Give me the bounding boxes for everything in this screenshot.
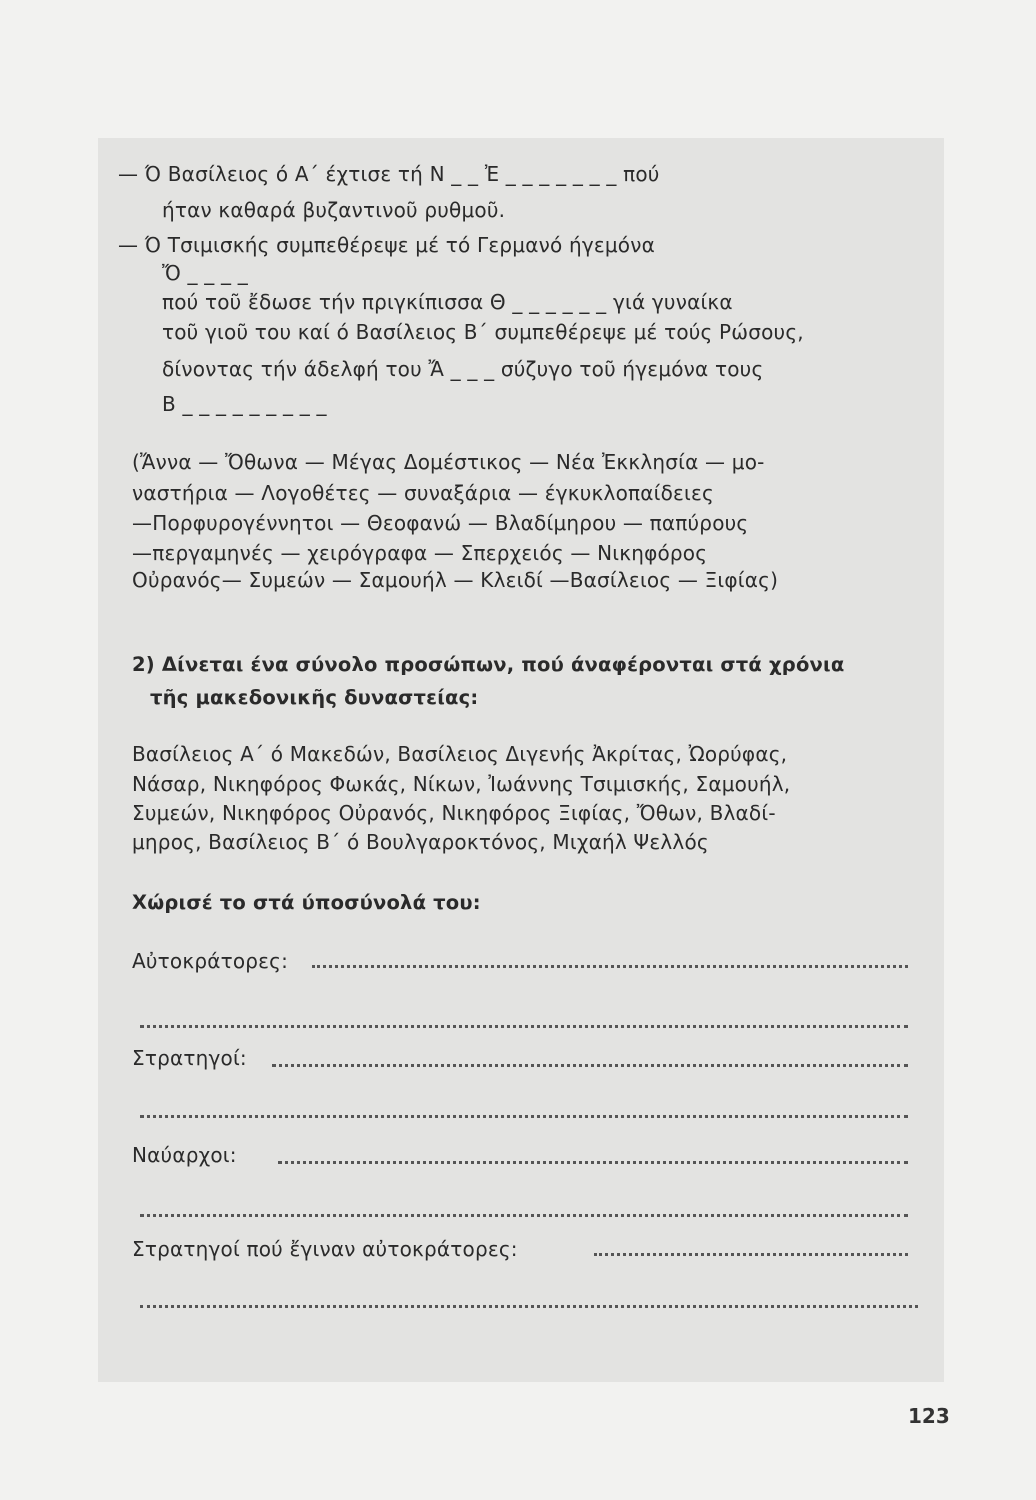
word-bank-line-2: ναστήρια — Λογοθέτες — συναξάρια — έγκυκλοπαίδειες xyxy=(132,481,714,505)
category-generals-label: Στρατηγοί: xyxy=(132,1046,247,1070)
fill-in-line-1: — Ό Βασίλειος ό Α΄ έχτισε τή Ν _ _ Ἐ _ _ _ _ _ _ _ πού xyxy=(118,162,660,186)
category-emperors-label: Αὐτοκράτορες: xyxy=(132,949,289,973)
word-bank-line-5: Οὐρανός— Συμεών — Σαμουήλ — Κλειδί —Βασίλειος — Ξιφίας) xyxy=(132,568,779,592)
fill-in-line-7: δίνοντας τήν άδελφή του Ἄ _ _ _ σύζυγο τοῦ ήγεμόνα τους xyxy=(162,357,764,381)
generals-became-emperors-answer-line-1[interactable] xyxy=(594,1251,908,1256)
names-line-4: μηρος, Βασίλειος Β΄ ό Βουλγαροκτόνος, Μιχαήλ Ψελλός xyxy=(132,830,709,854)
category-generals-became-emperors-label: Στρατηγοί πού ἔγιναν αὐτοκράτορες: xyxy=(132,1237,518,1261)
word-bank-line-4: —περγαμηνές — χειρόγραφα — Σπερχειός — Νικηφόρος xyxy=(132,541,708,565)
fill-in-line-2: ήταν καθαρά βυζαντινοῦ ρυθμοῦ. xyxy=(162,198,506,222)
generals-answer-line-2[interactable] xyxy=(140,1113,908,1118)
admirals-answer-line-2[interactable] xyxy=(140,1212,908,1217)
generals-became-emperors-answer-line-2[interactable] xyxy=(140,1303,918,1308)
generals-answer-line-1[interactable] xyxy=(272,1062,908,1067)
emperors-answer-line-2[interactable] xyxy=(140,1023,908,1028)
fill-in-line-3: — Ό Τσιμισκής συμπεθέρεψε μέ τό Γερμανό ήγεμόνα xyxy=(118,233,655,257)
names-line-2: Νάσαρ, Νικηφόρος Φωκάς, Νίκων, Ἰωάννης Τσιμισκής, Σαμουήλ, xyxy=(132,772,791,796)
exercise-2-heading-line-1: 2) Δίνεται ένα σύνολο προσώπων, πού άναφέρονται στά χρόνια xyxy=(132,653,845,676)
fill-in-line-8: Β _ _ _ _ _ _ _ _ _ xyxy=(162,392,327,416)
word-bank-line-3: —Πορφυρογέννητοι — Θεοφανώ — Βλαδίμηρου — παπύρους xyxy=(132,511,749,535)
exercise-2-heading-line-2: τῆς μακεδονικῆς δυναστείας: xyxy=(150,686,479,709)
word-bank-line-1: (Ἄννα — Ὄθωνα — Μέγας Δομέστικος — Νέα Ἐκκλησία — μο- xyxy=(132,450,765,474)
fill-in-line-4: Ὄ _ _ _ _ xyxy=(162,261,248,285)
emperors-answer-line-1[interactable] xyxy=(312,963,908,968)
fill-in-line-6: τοῦ γιοῦ του καί ό Βασίλειος Β΄ συμπεθέρεψε μέ τούς Ρώσους, xyxy=(162,320,804,344)
names-line-1: Βασίλειος Α΄ ό Μακεδών, Βασίλειος Διγενής Ἀκρίτας, Ὠορύφας, xyxy=(132,742,788,766)
instruction: Χώρισέ το στά ύποσύνολά του: xyxy=(132,891,481,914)
page-number: 123 xyxy=(908,1404,950,1428)
category-admirals-label: Ναύαρχοι: xyxy=(132,1143,237,1167)
fill-in-line-5: πού τοῦ ἔδωσε τήν πριγκίπισσα Θ _ _ _ _ _ _ γιά γυναίκα xyxy=(162,290,733,314)
names-line-3: Συμεών, Νικηφόρος Οὐρανός, Νικηφόρος Ξιφίας, Ὄθων, Βλαδί- xyxy=(132,801,776,825)
admirals-answer-line-1[interactable] xyxy=(278,1159,908,1164)
